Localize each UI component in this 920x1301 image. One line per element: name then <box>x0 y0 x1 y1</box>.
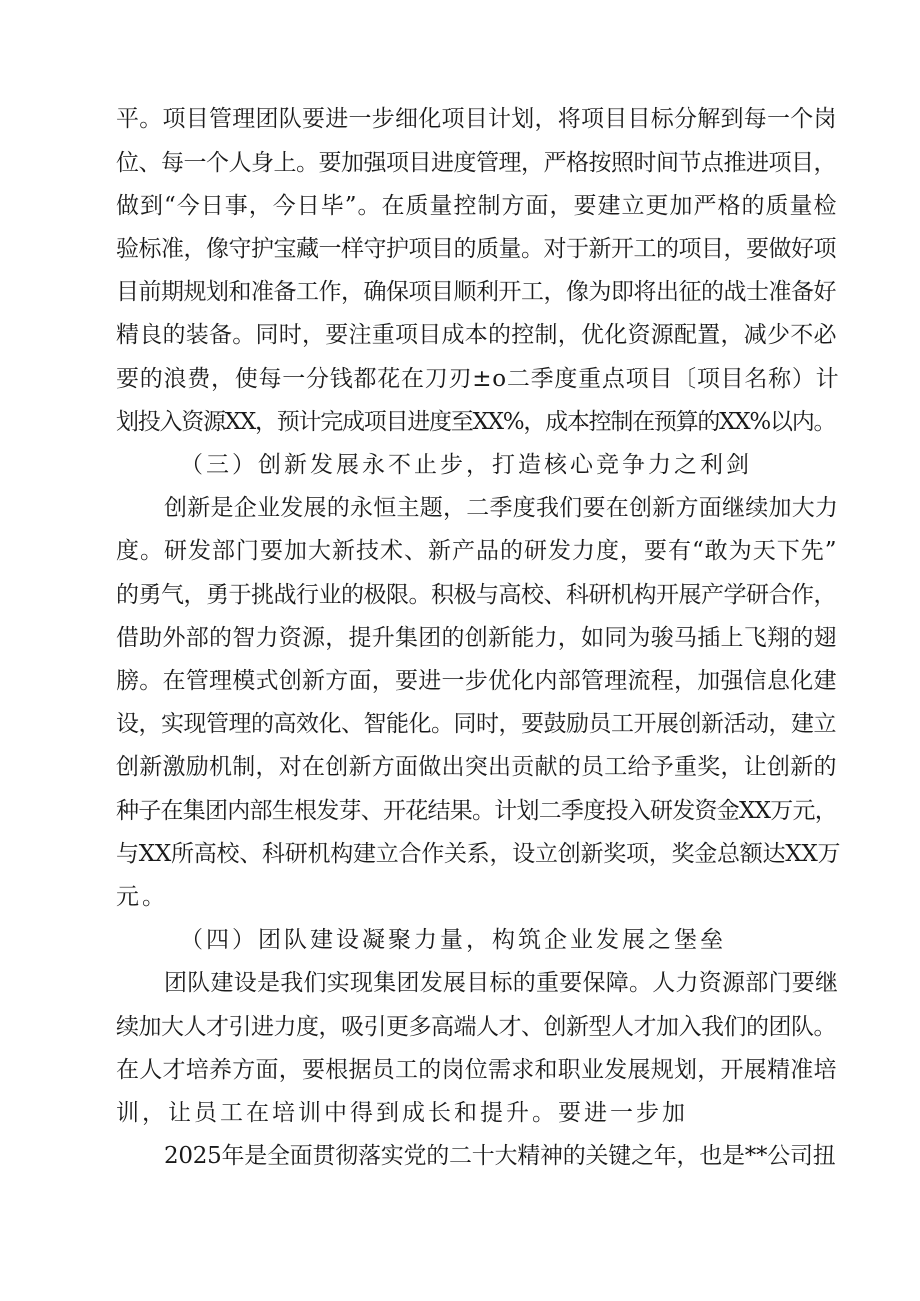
section-heading: （三）创新发展永不止步，打造核心竞争力之利剑 <box>180 452 752 478</box>
paragraph-line: 位、每一个人身上。要加强项目进度管理，严格按照时间节点推进项目， <box>116 150 836 176</box>
paragraph-line: 创新激励机制，对在创新方面做出突出贡献的员工给予重奖，让创新的 <box>116 754 837 780</box>
paragraph-line: 训，让员工在培训中得到成长和提升。要进一步加 <box>116 1100 688 1126</box>
paragraph-line: 做到“今日事，今日毕”。在质量控制方面，要建立更加严格的质量检 <box>116 193 838 219</box>
paragraph-line: 验标准，像守护宝藏一样守护项目的质量。对于新开工的项目，要做好项 <box>116 236 836 262</box>
paragraph-line: 要的浪费，使每一分钱都花在刀刃±o二季度重点项目〔项目名称）计 <box>116 366 840 392</box>
section-heading: （四）团队建设凝聚力量，构筑企业发展之堡垒 <box>180 927 726 953</box>
paragraph-line: 目前期规划和准备工作，确保项目顺利开工，像为即将出征的战士准备好 <box>116 279 836 305</box>
paragraph-line: 创新是企业发展的永恒主题，二季度我们要在创新方面继续加大力 <box>164 495 839 521</box>
paragraph-line: 度。研发部门要加大新技术、新产品的研发力度，要有“敢为天下先” <box>116 538 838 564</box>
paragraph-line: 团队建设是我们实现集团发展目标的重要保障。人力资源部门要继 <box>164 970 839 996</box>
paragraph-line: 续加大人才引进力度，吸引更多高端人才、创新型人才加入我们的团队。 <box>116 1014 836 1040</box>
paragraph-line: 精良的装备。同时，要注重项目成本的控制，优化资源配置，减少不必 <box>116 322 837 348</box>
paragraph-line: 划投入资源XX，预计完成项目进度至XX%，成本控制在预算的XX%以内。 <box>116 409 836 435</box>
paragraph-line: 2025年是全面贯彻落实党的二十大精神的关键之年，也是**公司扭 <box>164 1143 836 1169</box>
paragraph-line: 与XX所高校、科研机构建立合作关系，设立创新奖项，奖金总额达XX万 <box>116 841 841 867</box>
paragraph-line: 的勇气，勇于挑战行业的极限。积极与高校、科研机构开展产学研合作， <box>116 582 836 608</box>
paragraph-line: 膀。在管理模式创新方面，要进一步优化内部管理流程，加强信息化建 <box>116 668 837 694</box>
paragraph-line: 设，实现管理的高效化、智能化。同时，要鼓励员工开展创新活动，建立 <box>116 711 836 737</box>
paragraph-line: 元。 <box>116 884 168 910</box>
paragraph-line: 在人才培养方面，要根据员工的岗位需求和职业发展规划，开展精准培 <box>116 1057 837 1083</box>
paragraph-line: 借助外部的智力资源，提升集团的创新能力，如同为骏马插上飞翔的翅 <box>116 625 837 651</box>
paragraph-line: 平。项目管理团队要进一步细化项目计划，将项目目标分解到每一个岗 <box>116 106 837 132</box>
paragraph-line: 种子在集团内部生根发芽、开花结果。计划二季度投入研发资金XX万元， <box>116 798 837 824</box>
